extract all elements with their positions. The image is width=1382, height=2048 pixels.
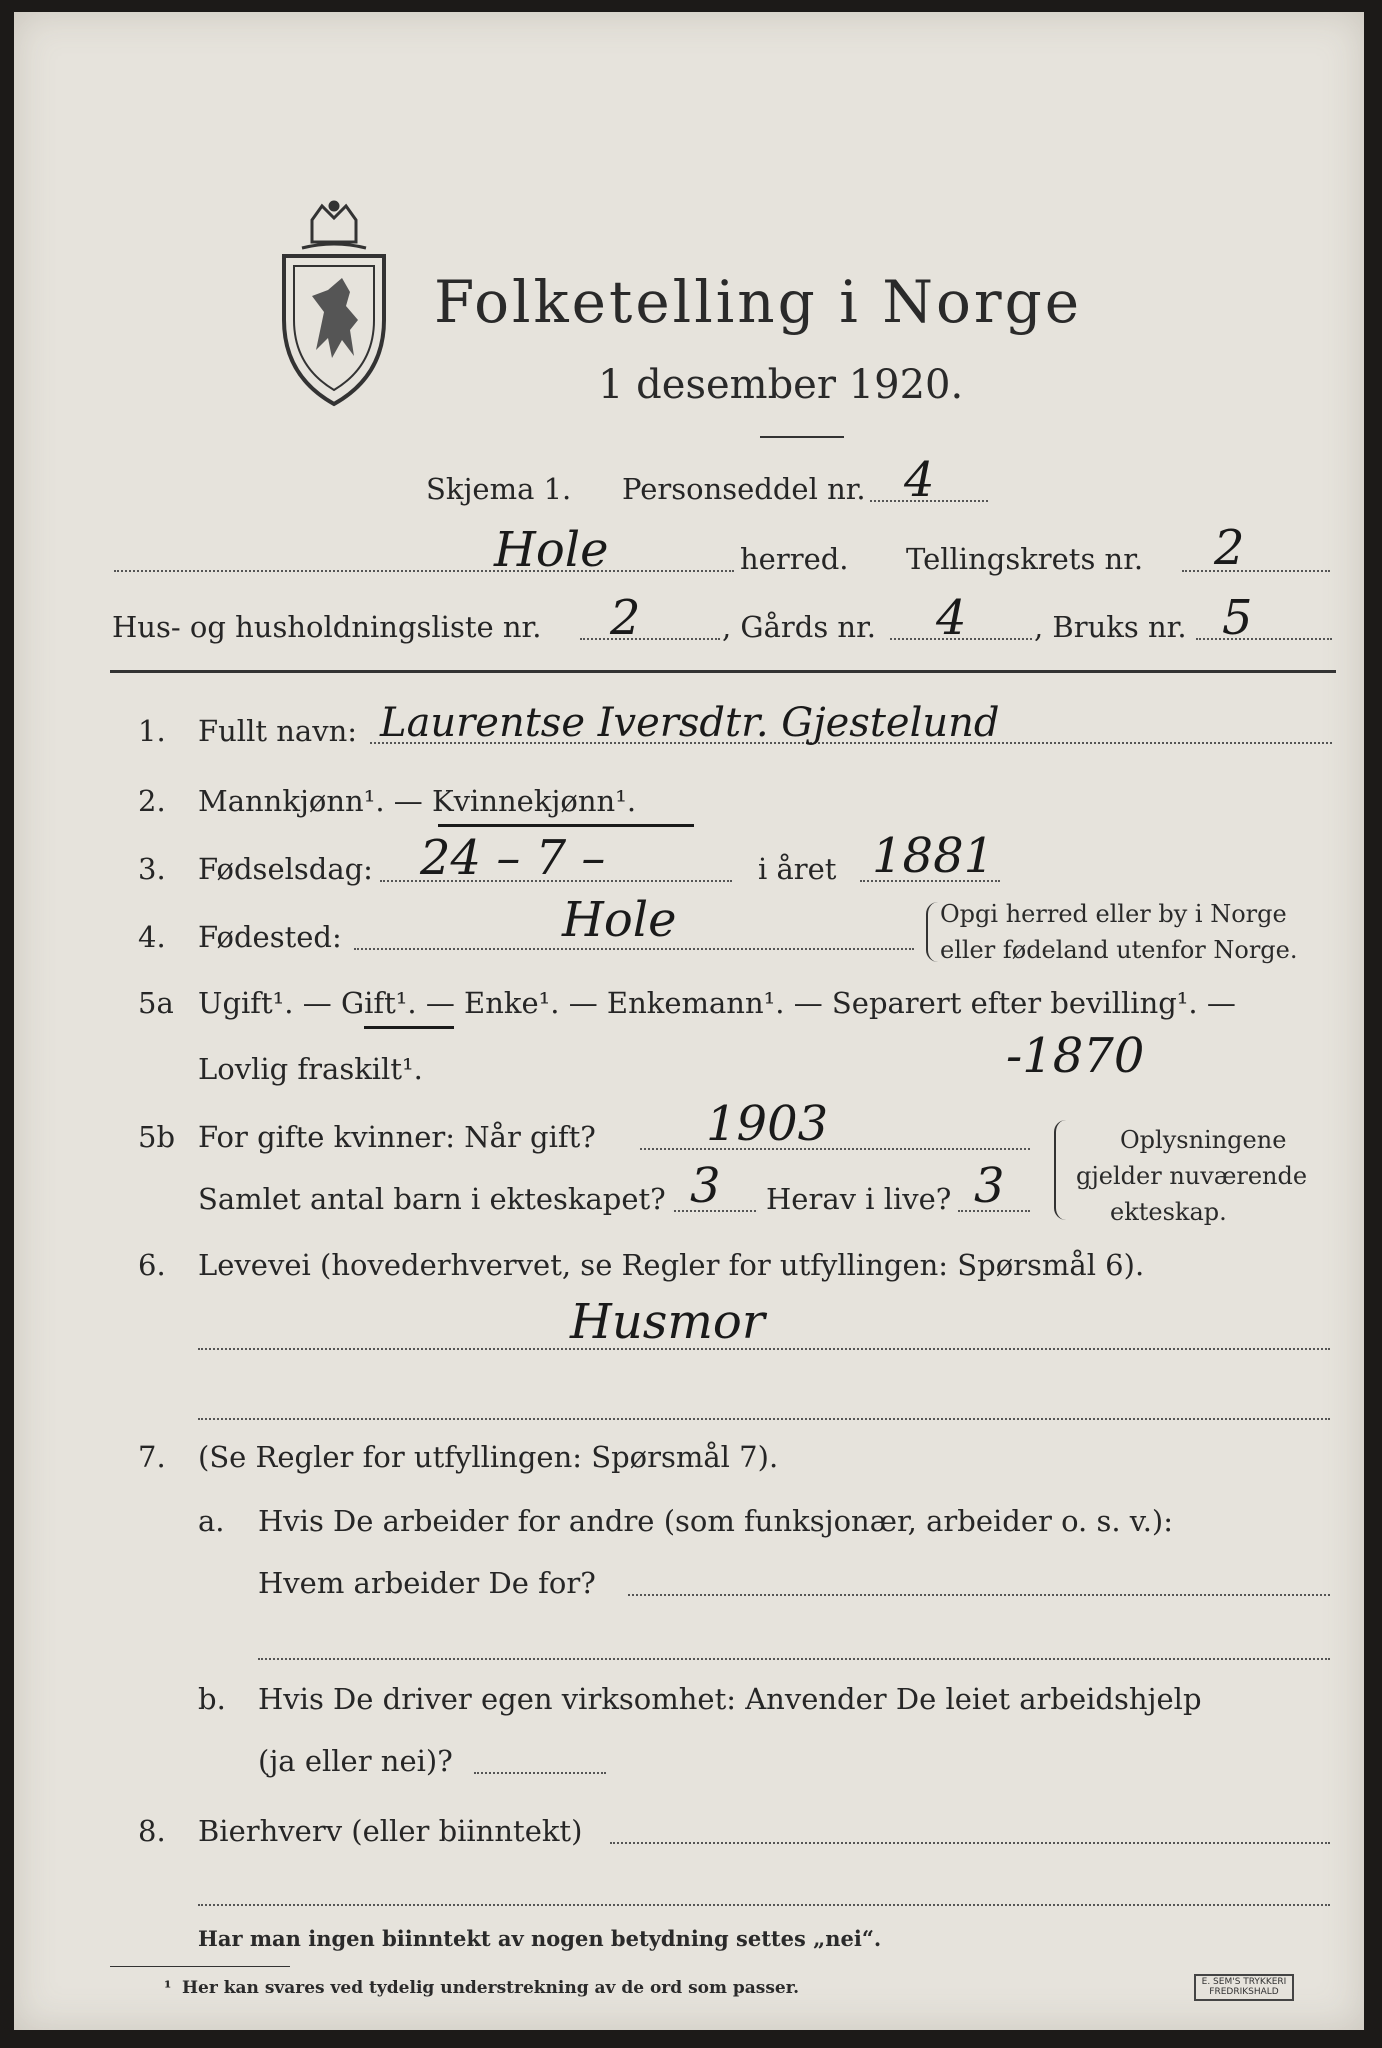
q8-number: 8.	[138, 1814, 166, 1848]
gift-underline-mark	[364, 1026, 454, 1029]
children-alive-value: 3	[974, 1158, 1005, 1214]
q5b-note-brace	[1054, 1120, 1068, 1220]
employer-line	[628, 1594, 1330, 1596]
q4-note-line-2: eller fødeland utenfor Norge.	[940, 936, 1298, 964]
coat-of-arms-icon	[272, 200, 396, 410]
household-list-value: 2	[610, 590, 641, 646]
household-list-line	[580, 638, 720, 640]
q5b-note-line-3: ekteskap.	[1110, 1198, 1227, 1226]
marriage-year-line	[640, 1148, 1030, 1150]
title-divider	[760, 436, 844, 438]
q5b-note-line-2: gjelder nuværende	[1076, 1162, 1308, 1190]
q4-label: Fødested:	[198, 920, 342, 954]
occupation-value: Husmor	[570, 1294, 765, 1350]
q6-number: 6.	[138, 1248, 166, 1282]
tellingskrets-label: Tellingskrets nr.	[906, 542, 1144, 576]
footnote-divider	[110, 1966, 290, 1967]
employer-line-2	[258, 1658, 1330, 1660]
year-label: i året	[758, 852, 837, 886]
q7b-hired-help-label: (ja eller nei)?	[258, 1744, 453, 1778]
q1-label: Fullt navn:	[198, 714, 358, 748]
q8-label: Bierhverv (eller biinntekt)	[198, 1814, 583, 1848]
page-title: Folketelling i Norge	[434, 268, 1083, 336]
bruks-label: , Bruks nr.	[1034, 610, 1187, 644]
birthday-value: 24 – 7 –	[420, 830, 606, 886]
census-date: 1 desember 1920.	[598, 362, 964, 408]
side-income-line-2	[198, 1904, 1330, 1906]
birth-year-value: 1881	[872, 828, 995, 884]
q7b-letter: b.	[198, 1682, 226, 1716]
q5a-number: 5a	[138, 986, 174, 1020]
q6-label: Levevei (hovederhvervet, se Regler for utfyllingen: Spørsmål 6).	[198, 1248, 1145, 1282]
gender-options: Mannkjønn¹. — Kvinnekjønn¹.	[198, 784, 637, 818]
herred-line	[114, 570, 734, 572]
q5b-note-line-1: Oplysningene	[1120, 1126, 1287, 1154]
bruks-line	[1196, 638, 1332, 640]
q7a-employer-label: Hvem arbeider De for?	[258, 1566, 596, 1600]
header-divider	[110, 670, 1336, 673]
household-list-label: Hus- og husholdningsliste nr.	[112, 610, 542, 644]
gards-value: 4	[936, 590, 967, 646]
q5b-number: 5b	[138, 1120, 176, 1154]
full-name-value: Laurentse Iversdtr. Gjestelund	[380, 700, 1000, 746]
census-form-sheet	[14, 12, 1364, 2030]
q1-number: 1.	[138, 714, 166, 748]
female-underline-mark	[438, 824, 694, 827]
personseddel-value: 4	[904, 452, 935, 508]
birthplace-value: Hole	[562, 892, 677, 948]
children-label: Samlet antal barn i ekteskapet?	[198, 1182, 666, 1216]
bruks-value: 5	[1222, 590, 1253, 646]
q4-note-line-1: Opgi herred eller by i Norge	[940, 900, 1287, 928]
q3-number: 3.	[138, 852, 166, 886]
q4-number: 4.	[138, 920, 166, 954]
side-income-line-1	[610, 1842, 1330, 1844]
personseddel-label: Personseddel nr.	[622, 472, 866, 506]
q7-label: (Se Regler for utfyllingen: Spørsmål 7).	[198, 1440, 779, 1474]
herred-label: herred.	[740, 542, 849, 576]
children-alive-label: Herav i live?	[766, 1182, 952, 1216]
tellingskrets-line	[1182, 570, 1330, 572]
tellingskrets-value: 2	[1214, 520, 1245, 576]
schema-label: Skjema 1.	[426, 472, 572, 506]
printer-stamp: E. SEM'S TRYKKERI FREDRIKSHALD	[1194, 1974, 1294, 2001]
q4-note-brace	[926, 902, 938, 962]
marital-status-options-2: Lovlig fraskilt¹.	[198, 1052, 423, 1086]
birthplace-line	[354, 948, 914, 950]
gards-label: , Gårds nr.	[722, 610, 876, 644]
no-income-note: Har man ingen biinntekt av nogen betydning settes „nei“.	[198, 1926, 882, 1951]
footnote-mark: ¹	[164, 1978, 172, 1998]
marital-status-options: Ugift¹. — Gift¹. — Enke¹. — Enkemann¹. — Separert efter bevilling¹. —	[198, 986, 1236, 1020]
q3-label: Fødselsdag:	[198, 852, 373, 886]
marriage-year-label: For gifte kvinner: Når gift?	[198, 1120, 596, 1154]
q7-number: 7.	[138, 1440, 166, 1474]
marital-annotation: -1870	[1006, 1028, 1145, 1084]
q7a-question: Hvis De arbeider for andre (som funksjonær, arbeider o. s. v.):	[258, 1504, 1174, 1538]
marriage-year-value: 1903	[706, 1096, 829, 1152]
q2-number: 2.	[138, 784, 166, 818]
occupation-line-2	[198, 1418, 1330, 1420]
hired-help-line	[474, 1772, 606, 1774]
footnote-text: Her kan svares ved tydelig understrekning av de ord som passer.	[182, 1978, 800, 1998]
herred-value: Hole	[494, 522, 609, 578]
children-value: 3	[690, 1158, 721, 1214]
q7a-letter: a.	[198, 1504, 225, 1538]
q7b-question: Hvis De driver egen virksomhet: Anvender De leiet arbeidshjelp	[258, 1682, 1202, 1716]
